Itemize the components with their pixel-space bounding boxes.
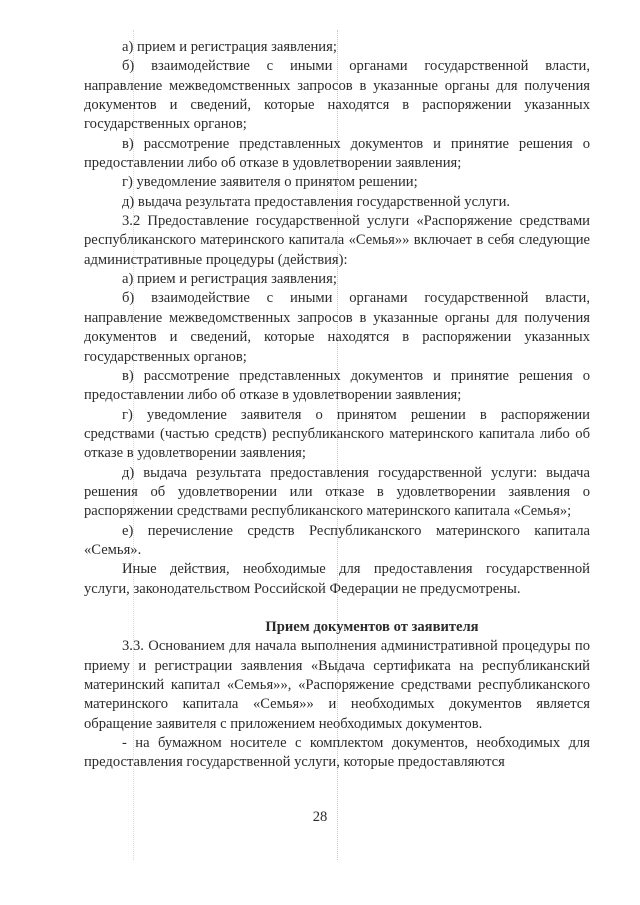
paragraph: 3.2 Предоставление государственной услуги «Распоряжение средствами республиканского материнского капитала «Семья»» включает в себя следующие административные процедуры (действия):	[84, 213, 590, 268]
paragraph: б) взаимодействие с иными органами государственной власти, направление межведомственных запросов в указанные органы для получения документов и сведений, которые находятся в распоряжении указанных государственных органов;	[84, 58, 590, 133]
paragraph: в) рассмотрение представленных документов и принятие решения о предоставлении либо об отказе в удовлетворении заявления;	[84, 135, 590, 172]
paragraph: д) выдача результата предоставления государственной услуги: выдача решения об удовлетворении или отказе в удовлетворении заявления о распоряжении средствами республиканского материнского капитала «Семья»;	[84, 464, 590, 520]
paragraph: д) выдача результата предоставления государственной услуги.	[122, 193, 511, 210]
document-body	[84, 38, 590, 773]
paragraph: г) уведомление заявителя о принятом решении;	[122, 174, 418, 191]
paragraph: а) прием и регистрация заявления;	[122, 271, 337, 288]
paragraph: е) перечисление средств Республиканского материнского капитала «Семья».	[84, 522, 590, 558]
paragraph: б) взаимодействие с иными органами государственной власти, направление межведомственных запросов в указанные органы для получения документов и сведений, которые находятся в распоряжении указанных государственных органов;	[84, 290, 590, 365]
paragraph: Иные действия, необходимые для предоставления государственной услуги, законодательством Российской Федерации не предусмотрены.	[84, 561, 590, 597]
paragraph: в) рассмотрение представленных документов и принятие решения о предоставлении либо об отказе в удовлетворении заявления;	[84, 367, 590, 404]
section-heading: Прием документов от заявителя	[265, 618, 479, 635]
paragraph: г) уведомление заявителя о принятом решении в распоряжении средствами (частью средств) республиканского материнского капитала либо об отказе в удовлетворении заявления;	[84, 406, 590, 462]
paragraph: 3.3. Основанием для начала выполнения административной процедуры по приему и регистрации заявления «Выдача сертификата на республиканский материнский капитал «Семья»», «Распоряжение средствами республиканского материнского капитала «Семья»» и необходимых документов является обращение заявителя с приложением необходимых документов.	[84, 638, 590, 732]
paragraph: - на бумажном носителе с комплектом документов, необходимых для предоставления государственной услуги, которые предоставляются	[84, 735, 590, 771]
paragraph: а) прием и регистрация заявления;	[122, 39, 337, 55]
page-number: 28	[312, 809, 328, 825]
spacer	[84, 599, 590, 618]
